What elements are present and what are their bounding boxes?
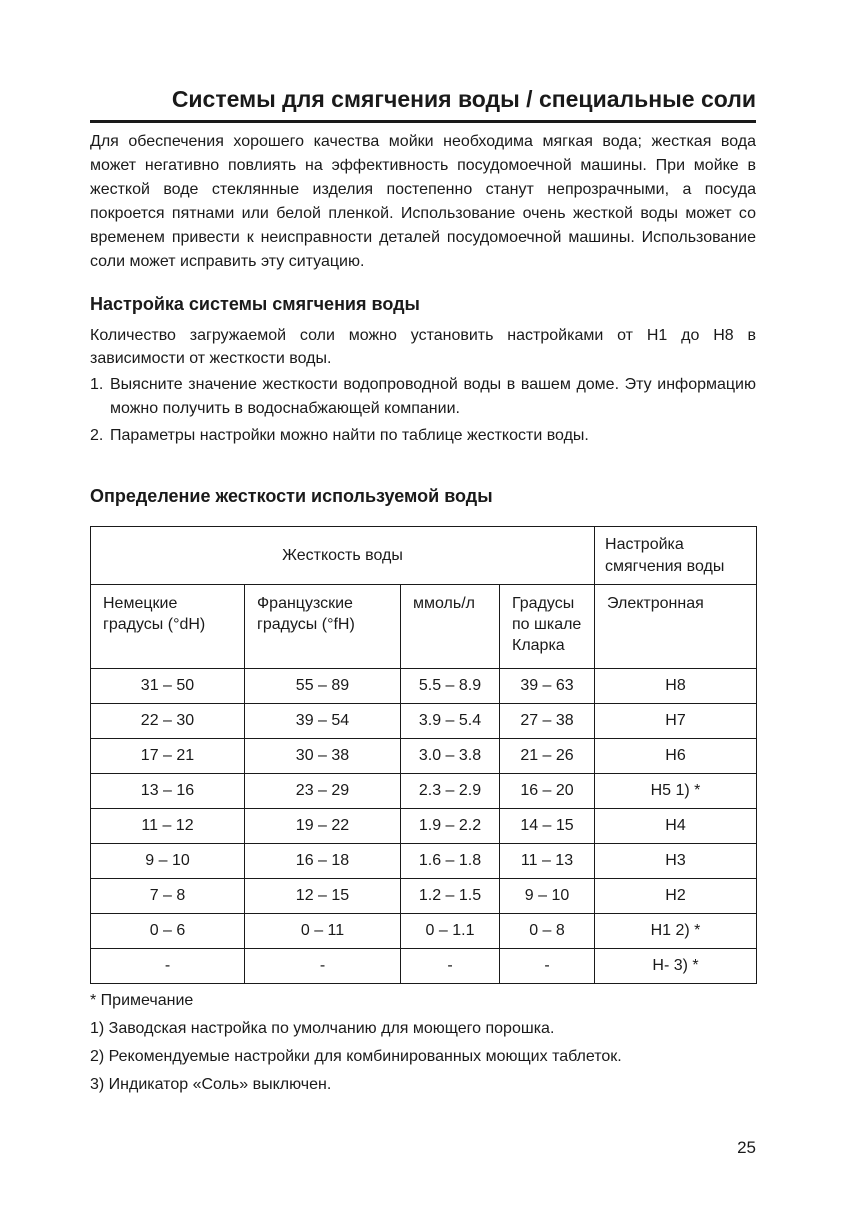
table-cell: 39 – 54 xyxy=(245,704,401,739)
table-cell: H7 xyxy=(595,704,757,739)
list-item xyxy=(90,424,756,448)
table-row xyxy=(91,809,757,844)
list-item-text: Параметры настройки можно найти по таблице жесткости воды. xyxy=(110,427,589,444)
table-cell: 1.9 – 2.2 xyxy=(401,809,500,844)
table-cell: 22 – 30 xyxy=(91,704,245,739)
page-number: 25 xyxy=(737,1138,756,1157)
setup-paragraph: Количество загружаемой соли можно установить настройками от H1 до H8 в зависимости от жесткости воды. xyxy=(90,327,756,367)
list-item-number: 1. xyxy=(90,376,104,393)
table-cell: 55 – 89 xyxy=(245,669,401,704)
table-cell: 13 – 16 xyxy=(91,774,245,809)
column-header: Французские градусы (°fH) xyxy=(245,585,401,669)
table-cell: - xyxy=(500,949,595,984)
table-cell: 39 – 63 xyxy=(500,669,595,704)
column-header: Градусы по шкале Кларка xyxy=(500,585,595,669)
column-header: Электронная xyxy=(595,585,757,669)
table-cell: 0 – 1.1 xyxy=(401,914,500,949)
list-item-number: 2. xyxy=(90,427,104,444)
table-cell: H5 1) * xyxy=(595,774,757,809)
hardness-table xyxy=(90,526,757,984)
table-cell: H2 xyxy=(595,879,757,914)
table-cell: 19 – 22 xyxy=(245,809,401,844)
table-cell: H8 xyxy=(595,669,757,704)
table-cell: H- 3) * xyxy=(595,949,757,984)
note-heading: * Примечание xyxy=(90,992,194,1009)
table-cell: 0 – 11 xyxy=(245,914,401,949)
table-cell: 30 – 38 xyxy=(245,739,401,774)
hardness-header: Жесткость воды xyxy=(91,527,595,585)
table-cell: H1 2) * xyxy=(595,914,757,949)
table-cell: 21 – 26 xyxy=(500,739,595,774)
note-item: 3) Индикатор «Соль» выключен. xyxy=(90,1076,332,1093)
table-row xyxy=(91,879,757,914)
table-cell: 23 – 29 xyxy=(245,774,401,809)
table-cell: 7 – 8 xyxy=(91,879,245,914)
table-cell: 5.5 – 8.9 xyxy=(401,669,500,704)
table-cell: 9 – 10 xyxy=(91,844,245,879)
table-cell: - xyxy=(401,949,500,984)
table-cell: 16 – 18 xyxy=(245,844,401,879)
intro-paragraph: Для обеспечения хорошего качества мойки необходима мягкая вода; жесткая вода может негативно повлиять на эффективность посудомоечной машины. При мойке в жесткой воде стеклянные изделия постепенно станут непрозрачными, а посуда покроется пятнами или белой пленкой. Использование очень жесткой воды может со временем привести к неисправности деталей посудомоечной машины. Использование соли может исправить эту ситуацию. xyxy=(90,133,756,270)
list-item xyxy=(90,373,756,421)
table-cell: H3 xyxy=(595,844,757,879)
table-cell: - xyxy=(91,949,245,984)
table-cell: 1.2 – 1.5 xyxy=(401,879,500,914)
list-item-text: Выясните значение жесткости водопроводной воды в вашем доме. Эту информацию можно получить в водоснабжающей компании. xyxy=(110,376,756,417)
table-cell: 11 – 12 xyxy=(91,809,245,844)
note-item: 1) Заводская настройка по умолчанию для моющего порошка. xyxy=(90,1020,555,1037)
table-cell: 27 – 38 xyxy=(500,704,595,739)
table-cell: 31 – 50 xyxy=(91,669,245,704)
table-header-row xyxy=(91,527,757,585)
table-cell: 11 – 13 xyxy=(500,844,595,879)
table-row xyxy=(91,914,757,949)
table-row xyxy=(91,949,757,984)
table-cell: 17 – 21 xyxy=(91,739,245,774)
table-cell: 0 – 6 xyxy=(91,914,245,949)
note-item: 2) Рекомендуемые настройки для комбинированных моющих таблеток. xyxy=(90,1048,622,1065)
table-cell: 12 – 15 xyxy=(245,879,401,914)
table-row xyxy=(91,844,757,879)
setting-header: Настройка смягчения воды xyxy=(595,527,757,585)
table-cell: 0 – 8 xyxy=(500,914,595,949)
setup-heading: Настройка системы смягчения воды xyxy=(90,294,420,314)
table-cell: 9 – 10 xyxy=(500,879,595,914)
column-header: ммоль/л xyxy=(401,585,500,669)
table-cell: H6 xyxy=(595,739,757,774)
table-cell: - xyxy=(245,949,401,984)
table-row xyxy=(91,774,757,809)
table-heading: Определение жесткости используемой воды xyxy=(90,486,493,506)
table-cell: 3.0 – 3.8 xyxy=(401,739,500,774)
table-cell: 16 – 20 xyxy=(500,774,595,809)
table-row xyxy=(91,739,757,774)
table-cell: 14 – 15 xyxy=(500,809,595,844)
table-subheader-row xyxy=(91,585,757,669)
table-row xyxy=(91,669,757,704)
table-cell: 3.9 – 5.4 xyxy=(401,704,500,739)
table-cell: H4 xyxy=(595,809,757,844)
table-row xyxy=(91,704,757,739)
table-cell: 1.6 – 1.8 xyxy=(401,844,500,879)
table-cell: 2.3 – 2.9 xyxy=(401,774,500,809)
page-title: Системы для смягчения воды / специальные соли xyxy=(90,84,756,123)
column-header: Немецкие градусы (°dH) xyxy=(91,585,245,669)
